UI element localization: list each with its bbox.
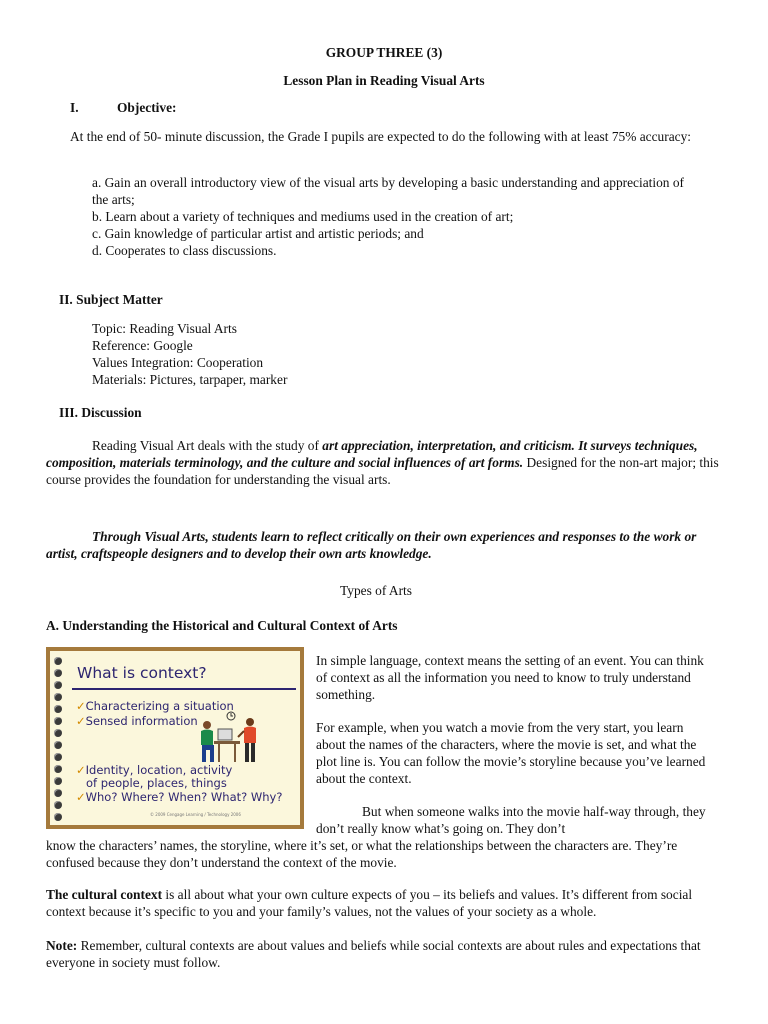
ring [54,705,62,713]
objective-list [92,174,702,259]
note-text: Remember, cultural contexts are about values and beliefs while social contexts are about rules and expectations that everyone in society must follow. [46,938,701,970]
group-heading: GROUP THREE (3) [325,45,443,60]
subject-topic: Topic: Reading Visual Arts [92,321,237,336]
ring [54,729,62,737]
illustration-card [50,651,300,825]
cultural-context-paragraph [46,886,722,920]
ring [54,657,62,665]
illustration-item: ✓Who? Where? When? What? Why? [76,790,283,804]
ring [54,789,62,797]
discussion-paragraph-1 [46,437,722,488]
illustration-divider [72,688,296,690]
types-of-arts-heading: Types of Arts [340,583,412,598]
checkmark-icon: ✓ [76,714,86,728]
context-paragraph-2: For example, when you watch a movie from the very start, you learn about the names of the characters, where the movie is set, and what the plot line is. You can follow the movie’s storyline because you’ve learned about the context. [316,720,706,786]
ring [54,765,62,773]
discussion-paragraph-2: Through Visual Arts, students learn to reflect critically on their own experiences and responses to the work or artist, craftspeople designers and to develop their own arts knowledge. [46,529,697,561]
discussion-p1-emphasis: art appreciation, interpretation, and criticism. It surveys techniques, composition, materials terminology, and the culture and social influences of art forms. [46,438,698,470]
ring [54,681,62,689]
document-title: Lesson Plan in Reading Visual Arts [283,73,485,88]
illustration-item: ✓Sensed information [76,714,198,728]
cultural-context-term: The cultural context [46,887,163,902]
discussion-heading: III. Discussion [59,405,142,420]
ring [54,741,62,749]
note-paragraph [46,937,722,971]
ring [54,753,62,761]
cultural-context-text: is all about what your own culture expects of you – its beliefs and values. It’s different from social context because it’s specific to you and your family’s values, not the values of your society as a whole. [46,887,693,919]
illustration-item: of people, places, things [86,776,227,790]
section-a-heading: A. Understanding the Historical and Cultural Context of Arts [46,618,398,633]
checkmark-icon: ✓ [76,763,86,777]
ring [54,693,62,701]
subject-values: Values Integration: Cooperation [92,355,264,370]
subject-reference: Reference: Google [92,338,193,353]
context-paragraph-3-rest: know the characters’ names, the storyline, where it’s set, or what the relationships between the characters are. They’re confused because they don’t understand the context of the movie. [46,838,678,870]
illustration-item: ✓Characterizing a situation [76,699,234,713]
objective-numeral: I. [70,100,79,115]
context-illustration [46,647,304,829]
ring [54,669,62,677]
checkmark-icon: ✓ [76,699,86,713]
discussion-p1-tail: Designed for the non-art major; this course provides the foundation for understanding the visual arts. [46,455,719,487]
checkmark-icon: ✓ [76,790,86,804]
objective-item-a: a. Gain an overall introductory view of the visual arts by developing a basic understanding and appreciation of the arts; [92,175,684,207]
context-paragraph-1: In simple language, context means the setting of an event. You can think of context as all the information you need to know to truly understand something. [316,653,704,702]
ring [54,777,62,785]
objective-item-d: d. Cooperates to class discussions. [92,243,277,258]
discussion-p1-lead: Reading Visual Art deals with the study of [92,438,323,453]
ring [54,813,62,821]
ring [54,801,62,809]
objective-item-b: b. Learn about a variety of techniques and mediums used in the creation of art; [92,209,514,224]
objective-intro: At the end of 50- minute discussion, the Grade I pupils are expected to do the following with at least 75% accuracy: [70,129,691,144]
subject-matter-list [92,320,492,388]
objective-item-c: c. Gain knowledge of particular artist and artistic periods; and [92,226,424,241]
objective-heading: Objective: [117,100,177,115]
note-label: Note: [46,938,78,953]
illustration-title: What is context? [77,664,207,682]
spiral-binding [52,657,64,823]
illustration-item: ✓Identity, location, activity [76,763,233,777]
subject-materials: Materials: Pictures, tarpaper, marker [92,372,288,387]
illustration-copyright: © 2009 Cengage Learning / Technology 2006 [150,812,241,817]
ring [54,717,62,725]
people-at-computer-icon [198,709,266,765]
subject-matter-heading: II. Subject Matter [59,292,163,307]
context-paragraph-3-start: But when someone walks into the movie half-way through, they don’t really know what’s going on. They don’t [316,804,706,836]
